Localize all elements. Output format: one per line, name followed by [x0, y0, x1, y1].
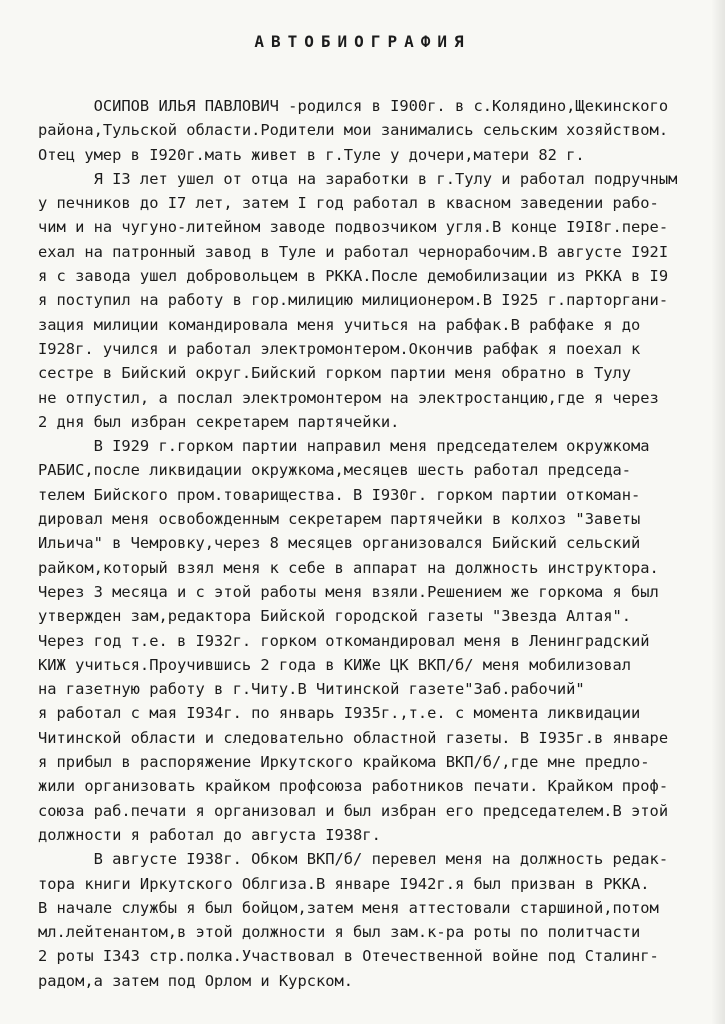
text-line: радом,а затем под Орлом и Курском. [38, 971, 354, 990]
text-line: Я I3 лет ушел от отца на заработки в г.Тулу и работал подручным [38, 169, 678, 188]
text-line: телем Бийского пром.товарищества. В I930г. горком партии откоман- [38, 485, 641, 504]
text-line: В августе I938г. Обком ВКП/б/ перевел меня на должность редак- [38, 850, 669, 869]
text-line: союза раб.печати я организовал и был избран его председателем.В этой [38, 801, 669, 820]
text-line: дировал меня освобожденным секретарем партячейки в колхоз "Заветы [38, 510, 641, 529]
text-line: жили организовать крайком профсоюза работников печати. Крайком проф- [38, 777, 669, 796]
text-line: райком,который взял меня к себе в аппарат на должность инструктора. [38, 558, 659, 577]
text-line: утвержден зам,редактора Бийской городской газеты "Звезда Алтая". [38, 607, 632, 626]
document-title: АВТОБИОГРАФИЯ [254, 32, 471, 51]
text-line: я с завода ушел добровольцем в РККА.После демобилизации из РККА в I9 [38, 267, 669, 286]
text-line: тора книги Иркутского Облгиза.В январе I942г.я был призван в РККА. [38, 874, 650, 893]
text-line: я поступил на работу в гор.милицию милиционером.В I925 г.парторгани- [38, 291, 669, 310]
text-line: Отец умер в I920г.мать живет в г.Туле у дочери,матери 82 г. [38, 145, 585, 164]
document-body [38, 94, 720, 993]
text-line: у печников до I7 лет, затем I год работал в квасном заведении рабо- [38, 194, 659, 213]
text-line: я прибыл в распоряжение Иркутского крайкома ВКП/б/,где мне предло- [38, 753, 650, 772]
text-line: должности я работал до августа I938г. [38, 825, 381, 844]
text-line: 2 дня был избран секретарем партячейки. [38, 412, 400, 431]
text-line: В начале службы я был бойцом,затем меня аттестовали старшиной,потом [38, 898, 659, 917]
text-line: В I929 г.горком партии направил меня председателем окружкома [38, 437, 650, 456]
text-line: зация милиции командировала меня учиться на рабфак.В рабфаке я до [38, 315, 641, 334]
text-line: Через год т.е. в I932г. горком откомандировал меня в Ленинградский [38, 631, 650, 650]
text-line: ОСИПОВ ИЛЬЯ ПАВЛОВИЧ -родился в I900г. в с.Колядино,Щекинского [38, 97, 669, 115]
paragraph [38, 167, 720, 434]
text-line: мл.лейтенантом,в этой должности я был зам.к-ра роты по политчасти [38, 923, 641, 942]
text-line: не отпустил, а послал электромонтером на электростанцию,где я через [38, 388, 659, 407]
text-line: сестре в Бийский округ.Бийский горком партии меня обратно в Тулу [38, 364, 632, 383]
text-line: РАБИС,после ликвидации окружкома,месяцев шесть работал председа- [38, 461, 632, 480]
text-line: чим и на чугуно-литейном заводе подвозчиком угля.В конце I9I8г.пере- [38, 218, 669, 237]
text-line: на газетную работу в г.Читу.В Читинской газете"Заб.рабочий" [38, 680, 585, 699]
text-line: I928г. учился и работал электромонтером.Окончив рабфак я поехал к [38, 339, 641, 358]
text-line: ехал на патронный завод в Туле и работал чернорабочим.В августе I92I [38, 242, 669, 261]
text-line: района,Тульской области.Родители мои занимались сельским хозяйством. [38, 121, 669, 140]
text-line: Ильича" в Чемровку,через 8 месяцев организовался Бийский сельский [38, 534, 641, 553]
text-line: я работал с мая I934г. по январь I935г.,т.е. с момента ликвидации [38, 704, 641, 723]
paragraph [38, 94, 720, 167]
paragraph [38, 847, 720, 993]
paragraph [38, 434, 720, 847]
text-line: Читинской области и следовательно областной газеты. В I935г.в январе [38, 728, 669, 747]
text-line: 2 роты I343 стр.полка.Участвовал в Отечественной войне под Сталинг- [38, 947, 659, 966]
text-line: КИЖ учиться.Проучившись 2 года в КИЖе ЦК ВКП/б/ меня мобилизовал [38, 655, 632, 674]
text-line: Через 3 месяца и с этой работы меня взяли.Решением же горкома я был [38, 582, 659, 601]
